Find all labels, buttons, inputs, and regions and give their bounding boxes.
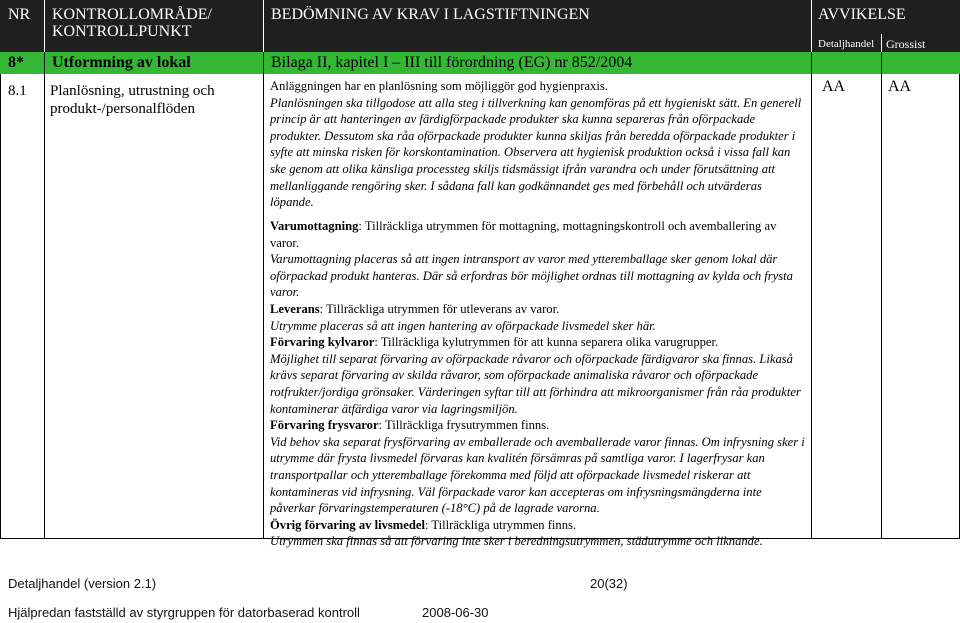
section-title: Utformning av lokal: [52, 54, 191, 71]
footer-date: 2008-06-30: [422, 605, 489, 620]
cold-label: Förvaring kylvaror: [270, 335, 375, 350]
req-intro: Anläggningen har en planlösning som möjliggör god hygienpraxis.: [270, 79, 608, 93]
footer-credit: Hjälpredan fastställd av styrgruppen för datorbaserad kontroll: [8, 605, 360, 620]
row-number: 8.1: [8, 83, 27, 99]
general-requirement: [270, 78, 805, 211]
section-number: 8*: [8, 54, 24, 71]
deliv-label: Leverans: [270, 301, 320, 316]
frozen-guidance: Vid behov ska separat frysförvaring av emballerade och avemballerade varor finnas. Om infrysning sker i utrymme där frysta livsmedel förvaras kan kvalitén försämras på samtliga varor. I lagerfrysar kan transportpallar och ytteremballage förekomma med följd att oförpackade livsmedel riskerar att kontamineras vid infrysning. Väl förpackade varor kan accepteras om infrysningsmängderna inte påverkar förvaringstemperaturen (-18°C) på de lagrade varorna.: [270, 434, 805, 516]
frozen-text: : Tillräckliga frysutrymmen finns.: [378, 418, 550, 433]
recv-label: Varumottagning: [270, 219, 359, 233]
footer-page: 20(32): [590, 576, 628, 591]
aa-retail: AA: [822, 78, 846, 95]
header-area-line1: KONTROLLOMRÅDE/: [52, 6, 212, 23]
other-guidance: Utrymmen ska finnas så att förvaring inte sker i beredningsutrymmen, städutrymme och liknande.: [270, 534, 763, 549]
other-label: Övrig förvaring av livsmedel: [270, 517, 425, 532]
header-retail: Detaljhandel: [818, 38, 875, 50]
header-wholesale: Grossist: [886, 37, 926, 51]
req-guidance: Planlösningen ska tillgodose att alla steg i tillverkning kan genomföras på ett hygieniskt sätt. En generell princip är att hanteringen av färdigförpackade produkter ska kunna separeras från oförpackade produkter. Dessutom ska råa oförpackade produkter kunna skiljas från beredda oförpackade produkter i syfte att minska risken för korskontamination. Observera att hygienisk produktion också i vissa fall kan ske genom att olika känsliga processteg skiljs tidsmässigt ifrån varandra och under förutsättning att mellanliggande rengöring sker. I sådana fall kan godkännandet ges med förbehåll och utvärderas löpande.: [270, 95, 802, 210]
header-area-line2: KONTROLLPUNKT: [52, 23, 192, 40]
row-title: Planlösning, utrustning och produkt-/personalflöden: [50, 83, 215, 117]
deliv-guidance: Utrymme placeras så att ingen hantering av oförpackade livsmedel sker här.: [270, 318, 656, 333]
header-deviation: AVVIKELSE: [818, 6, 906, 23]
recv-text: : Tillräckliga utrymmen för mottagning, mottagningskontroll och avemballering av varor.: [270, 219, 777, 250]
frozen-label: Förvaring frysvaror: [270, 418, 379, 433]
aa-wholesale: AA: [888, 78, 912, 95]
footer-version: Detaljhandel (version 2.1): [8, 576, 157, 591]
header-assessment: BEDÖMNING AV KRAV I LAGSTIFTNINGEN: [271, 6, 590, 23]
header-nr: NR: [8, 6, 31, 23]
recv-guidance: Varumottagning placeras så att ingen intransport av varor med ytteremballage sker genom lokal där oförpackad produkt hanteras. Där så erfordras bör möjlighet ordnas till mottagning av kylda och frysta varor.: [270, 252, 793, 300]
section-row: [0, 52, 960, 74]
cold-guidance: Möjlighet till separat förvaring av oförpackade råvaror och oförpackade färdigvaror ska finnas. Likaså krävs separat förvaring av skilda råvaror, som oförpackade animaliska råvaror och oförpackade rotfrukter/jordiga grönsaker. Värderingen syftar till att förhindra att mikroorganismer från råa produkter kontaminerar ätfärdiga varor via lagringsmiljön.: [270, 351, 801, 416]
space-requirements: [270, 218, 805, 550]
other-text: : Tillräckliga utrymmen finns.: [424, 517, 577, 532]
cold-text: : Tillräckliga kylutrymmen för att kunna separera olika varugrupper.: [374, 335, 719, 350]
table-header: [0, 0, 960, 52]
deliv-text: : Tillräckliga utrymmen för utleverans av varor.: [319, 301, 560, 316]
section-reference: Bilaga II, kapitel I – III till förordning (EG) nr 852/2004: [271, 54, 633, 71]
